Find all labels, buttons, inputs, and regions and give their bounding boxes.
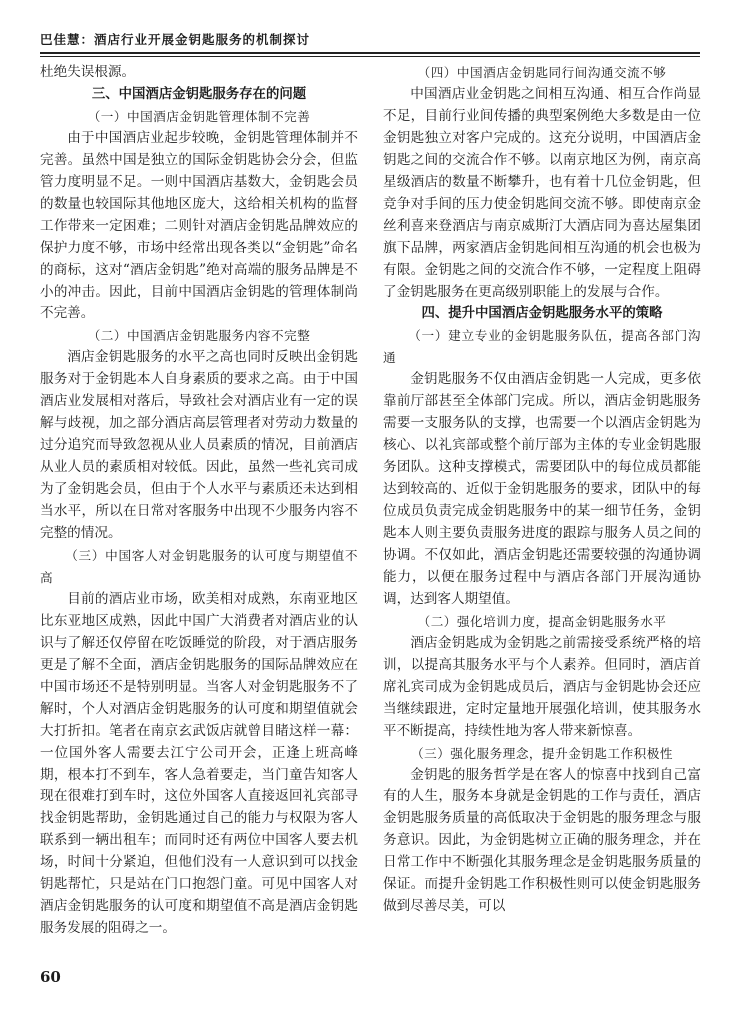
- right-column: [383, 62, 701, 918]
- header-rule: [40, 52, 700, 54]
- subsection-heading: （一）中国酒店金钥匙管理体制不完善: [87, 108, 311, 124]
- paragraph: 酒店金钥匙成为金钥匙之前需接受系统严格的培训，以提高其服务水平与个人素养。但同时，酒店首席礼宾司成为金钥匙成员后，酒店与金钥匙协会还应当继续跟进，定时定量地开展强化培训，使其服务水平不断提高，持续性地为客人带来新惊喜。: [383, 634, 701, 739]
- paragraph: 目前的酒店业市场，欧美相对成熟，东南亚地区比东亚地区成熟，因此中国广大消费者对酒店业的认识与了解还仅停留在吃饭睡觉的阶段，对于酒店服务更是了解不全面，酒店金钥匙服务的国际品牌效应在中国市场还不是特别明显。当客人对金钥匙服务不了解时，个人对酒店金钥匙服务的认可度和期望值就会大打折扣。笔者在南京玄武饭店就曾目睹这样一幕：一位国外客人需要去江宁公司开会，正逢上班高峰期，根本打不到车，客人急着要走，当门童告知客人现在很难打到车时，这位外国客人直接返回礼宾部寻找金钥匙帮助，金钥匙通过自己的能力与权限为客人联系到一辆出租车；而同时还有两位中国客人要去机场，时间十分紧迫，但他们没有一人意识到可以找金钥匙帮忙，只是站在门口抱怨门童。可见中国客人对酒店金钥匙服务的认可度和期望值不高是酒店金钥匙服务发展的阻碍之一。: [40, 590, 358, 937]
- section-heading: 三、中国酒店金钥匙服务存在的问题: [91, 86, 307, 102]
- running-header: 巴佳慧：酒店行业开展金钥匙服务的机制探讨: [40, 32, 311, 47]
- subsection-heading: （二）强化培训力度，提高金钥匙服务水平: [417, 613, 667, 629]
- subsection-heading: （三）中国客人对金钥匙服务的认可度与期望值不高: [40, 547, 358, 585]
- paragraph: 酒店金钥匙服务的水平之高也同时反映出金钥匙服务对于金钥匙本人自身素质的要求之高。由于中国酒店业发展相对落后，导致社会对酒店业有一定的误解与歧视，加之部分酒店高层管理者对劳动力数量的过分追究而导致忽视从业人员素质的情况，目前酒店从业人员的素质相对较低。因此，虽然一些礼宾司成为了金钥匙会员，但由于个人水平与素质还未达到相当水平，所以在日常对客服务中出现不少服务内容不完整的情况。: [40, 349, 358, 542]
- left-column: [40, 62, 358, 940]
- paragraph: 杜绝失误根源。: [40, 64, 136, 80]
- header-rule-thin: [40, 56, 700, 57]
- paragraph: 金钥匙的服务哲学是在客人的惊喜中找到自己富有的人生，服务本身就是金钥匙的工作与责任，酒店金钥匙服务质量的高低取决于金钥匙的服务理念与服务意识。因此，为金钥匙树立正确的服务理念，并在日常工作中不断强化其服务理念是金钥匙服务质量的保证。而提升金钥匙工作积极性则可以使金钥匙服务做到尽善尽美，可以: [383, 766, 701, 915]
- subsection-heading: （四）中国酒店金钥匙同行间沟通交流不够: [417, 65, 667, 80]
- paragraph: 中国酒店业金钥匙之间相互沟通、相互合作尚显不足，目前行业间传播的典型案例绝大多数是由一位金钥匙独立对客户完成的。这充分说明，中国酒店金钥匙之间的交流合作不够。以南京地区为例，南京高星级酒店的数量不断攀升，也有着十几位金钥匙，但竞争对手间的压力使金钥匙间交流不够。即使南京金丝利喜来登酒店与南京威斯汀大酒店同为喜达屋集团旗下品牌，两家酒店金钥匙间相互沟通的机会也极为有限。金钥匙之间的交流合作不够，一定程度上阻碍了金钥匙服务在更高级别职能上的发展与合作。: [383, 85, 701, 300]
- section-heading: 四、提升中国酒店金钥匙服务水平的策略: [421, 306, 663, 322]
- subsection-heading: （三）强化服务理念，提升金钥匙工作积极性: [411, 745, 673, 761]
- paragraph: 金钥匙服务不仅由酒店金钥匙一人完成，更多依靠前厅部甚至全体部门完成。所以，酒店金钥匙服务需要一支服务队的支撑，也需要一个以酒店金钥匙为核心、以礼宾部或整个前厅部为主体的专业金钥匙服务团队。这种支撑模式，需要团队中的每位成员都能达到较高的、近似于金钥匙服务的要求，团队中的每位成员负责完成金钥匙服务中的某一细节任务，金钥匙本人则主要负责服务进度的跟踪与服务人员之间的协调。不仅如此，酒店金钥匙还需要较强的沟通协调能力，以便在服务过程中与酒店各部门开展沟通协调，达到客人期望值。: [383, 371, 701, 607]
- subsection-heading: （一）建立专业的金钥匙服务队伍，提高各部门沟通: [383, 328, 701, 366]
- page-number: 60: [40, 968, 61, 986]
- subsection-heading: （二）中国酒店金钥匙服务内容不完整: [87, 328, 311, 344]
- paragraph: 由于中国酒店业起步较晚，金钥匙管理体制并不完善。虽然中国是独立的国际金钥匙协会分会，但监管力度明显不足。一则中国酒店基数大，金钥匙会员的数量也较国际其他地区庞大，这给相关机构的监督工作带来一定困难；二则针对酒店金钥匙品牌效应的保护力度不够，市场中经常出现各类以“金钥匙”命名的商标，这对“酒店金钥匙”绝对高端的服务品牌是不小的冲击。因此，目前中国酒店金钥匙的管理体制尚不完善。: [40, 129, 358, 322]
